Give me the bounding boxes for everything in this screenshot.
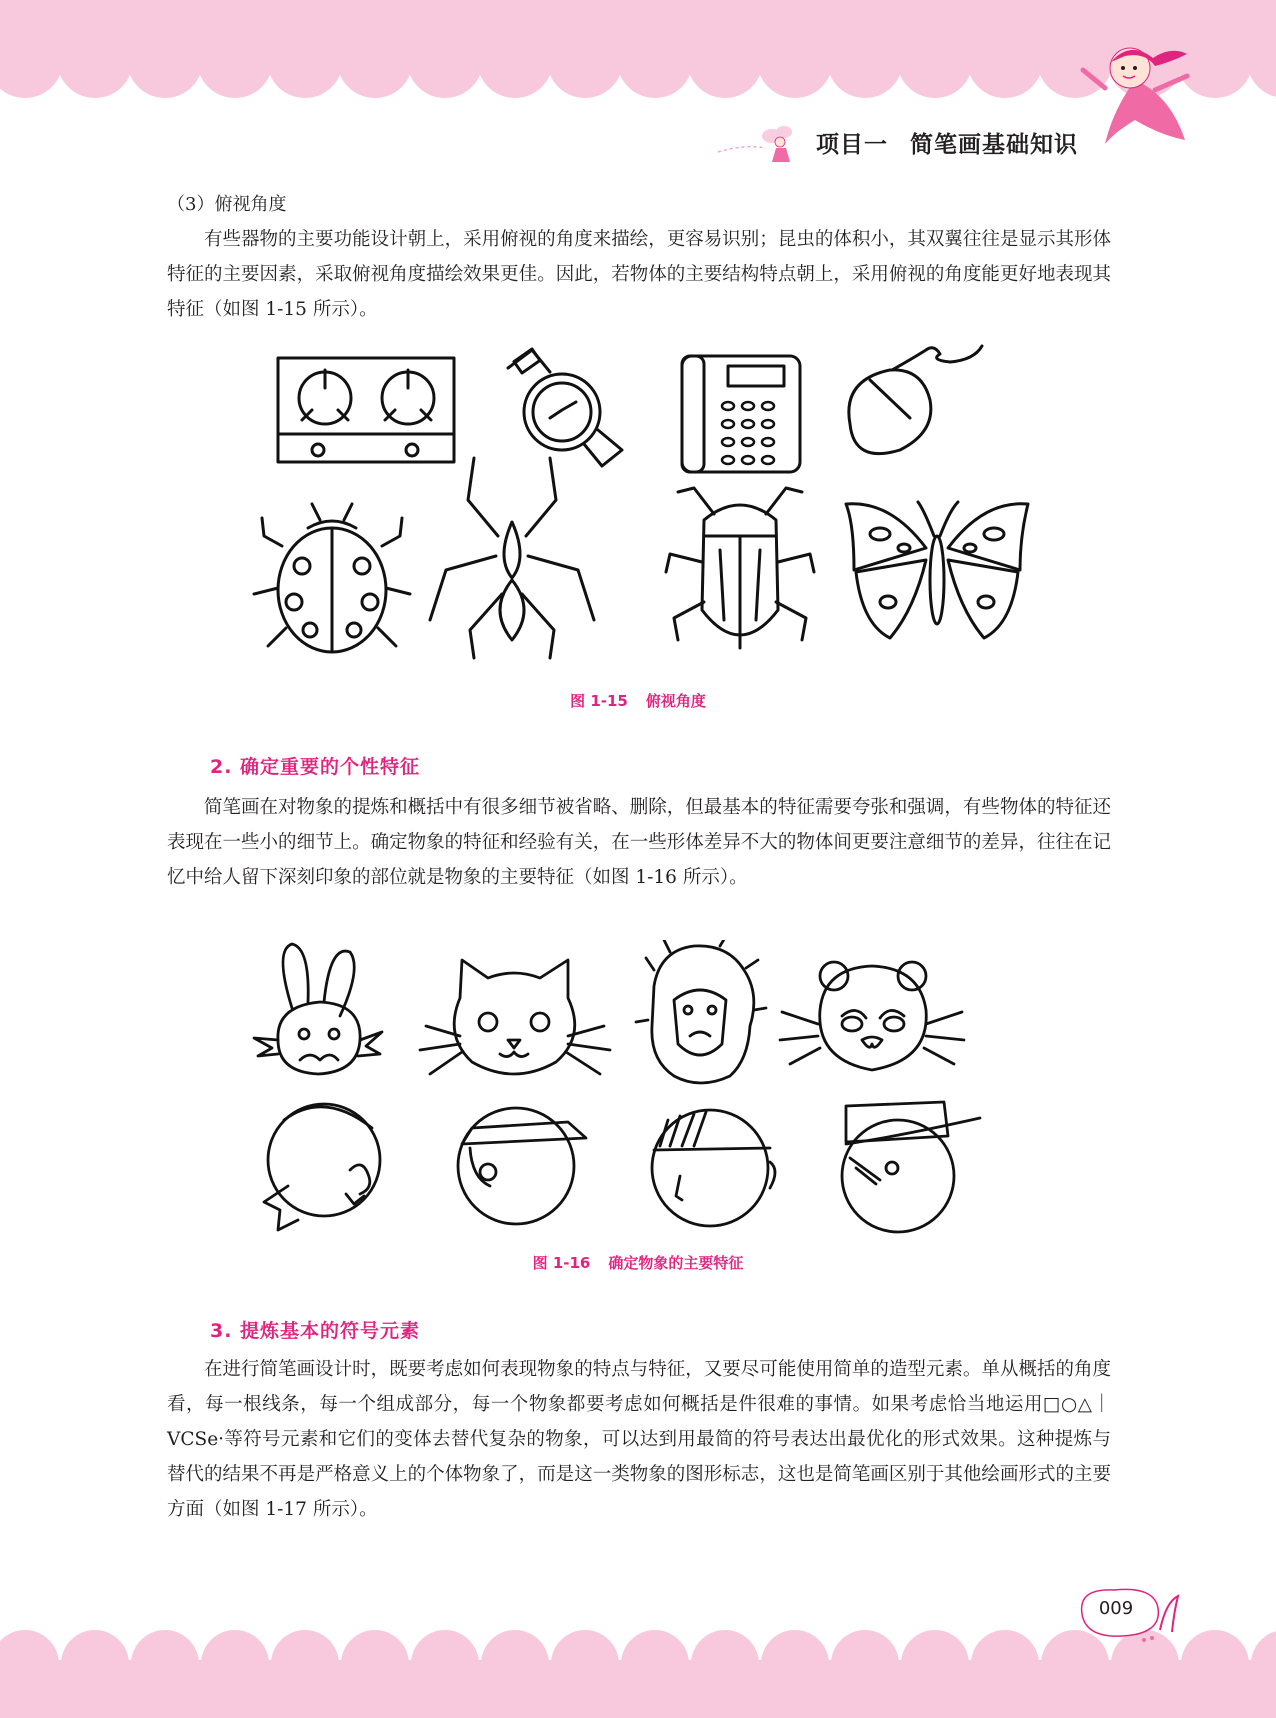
rabbit-drawing [254,944,382,1074]
watch-drawing [508,349,622,466]
butterfly-drawing [846,502,1028,638]
caption-title: 确定物象的主要特征 [608,1254,744,1272]
paragraph-text: 简笔画在对物象的提炼和概括中有很多细节被省略、删除，但最基本的特征需要夸张和强调，有些物体的特征还表现在一些小的细节上。确定物象的特征和经验有关，在一些形体差异不大的物体间更要注意细节的差异，往往在记忆中给人留下深刻印象的部位就是物象的主要特征（如图 1-16 所示）。 [167,797,1111,888]
paragraph-overhead-angle [167,222,1111,327]
cat-drawing [420,960,610,1074]
beetle-drawing [666,488,814,648]
small-fairy-icon [714,118,804,168]
figure-1-15-caption [0,690,1276,711]
figure-1-15-drawings [250,340,1030,680]
paragraph-text: 在进行简笔画设计时，既要考虑如何表现物象的特点与特征，又要尽可能使用简单的造型元素。单从概括的角度看，每一根线条，每一个组成部分，每一个物象都要考虑如何概括是件很难的事情。如果考虑恰当地运用□○△｜VCSe·等符号元素和它们的变体去替代复杂的物象，可以达到用最简的符号表达出最优化的形式效果。这种提炼与替代的结果不再是严格意义上的个体物象了，而是这一类物象的图形标志，这也是简笔画区别于其他绘画形式的主要方面（如图 1-17 所示）。 [167,1359,1111,1520]
bandana-head-drawing [264,1104,380,1230]
ladybug-drawing [254,504,410,652]
paragraph-text: 有些器物的主要功能设计朝上，采用俯视的角度来描绘，更容易识别；昆虫的体积小，其双翼往往是显示其形体特征的主要因素，采取俯视角度描绘效果更佳。因此，若物体的主要结构特点朝上，采用俯视的角度能更好地表现其特征（如图 1-15 所示）。 [167,229,1111,320]
caption-title: 俯视角度 [645,692,706,710]
tiger-drawing [780,962,964,1070]
figure-1-16-drawings [250,940,1030,1240]
caption-number: 图 1-16 [532,1254,591,1272]
section-2-heading: 2. 确定重要的个性特征 [210,756,421,778]
lion-drawing [636,940,766,1083]
cap-head-drawing [458,1108,586,1224]
hat-head-drawing [842,1102,980,1232]
header-project: 项目一 [816,132,888,158]
chapter-header [816,126,1116,159]
figure-1-16-caption [0,1252,1276,1273]
section-3-paragraph [167,1352,1111,1527]
section-3-heading: 3. 提炼基本的符号元素 [210,1320,421,1342]
telephone-drawing [682,356,800,472]
caption-number: 图 1-15 [570,692,628,710]
stove-drawing [278,358,454,462]
header-chapter: 简笔画基础知识 [910,132,1078,158]
subheading-overhead-angle: （3）俯视角度 [167,194,287,215]
page-number: 009 [1098,1598,1134,1619]
mouse-drawing [849,346,982,454]
spider-drawing [430,458,594,658]
hair-head-drawing [652,1110,775,1226]
section-2-paragraph [167,790,1111,895]
